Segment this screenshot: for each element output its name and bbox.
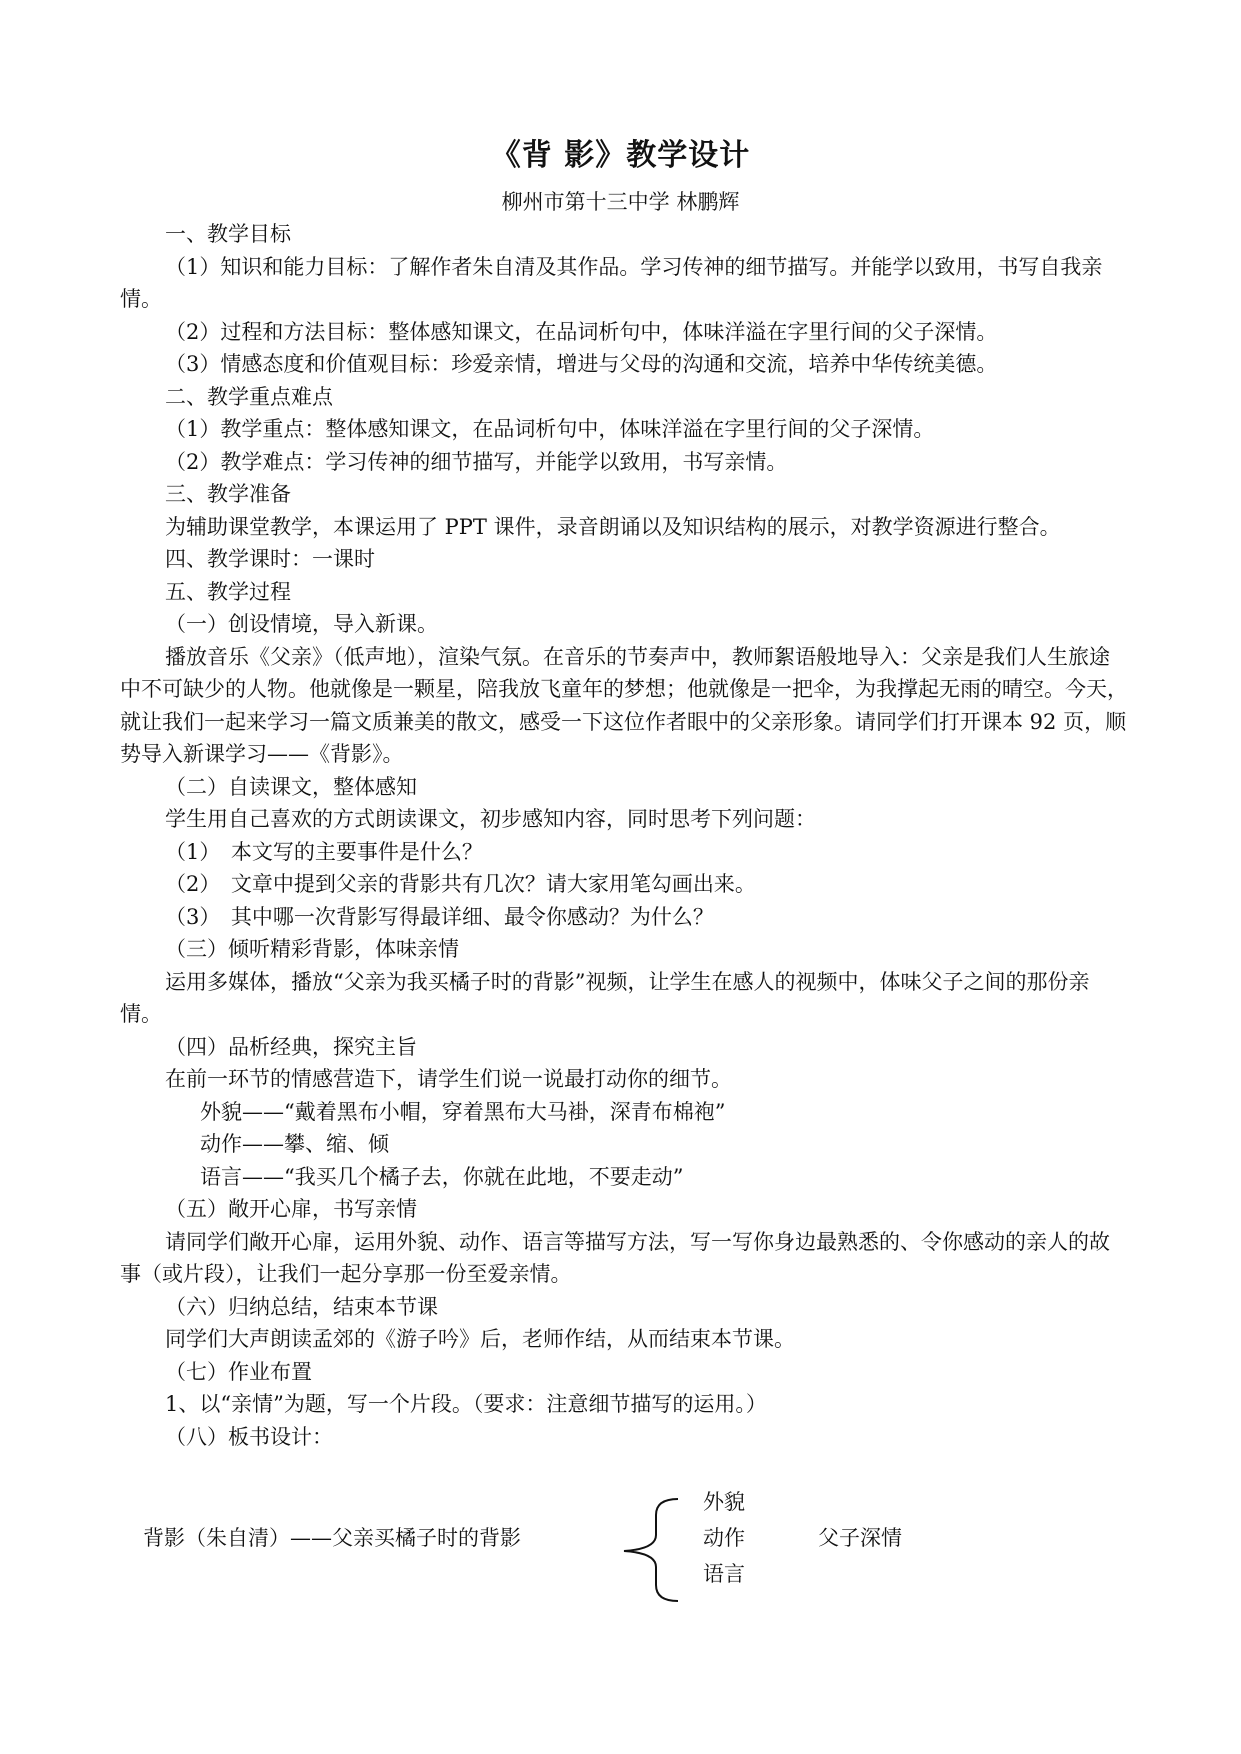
paragraph: （2）教学难点：学习传神的细节描写，并能学以致用，书写亲情。	[165, 449, 788, 474]
paragraph: 三、教学准备	[165, 482, 291, 506]
paragraph: 同学们大声朗读孟郊的《游子吟》后，老师作结，从而结束本节课。	[165, 1327, 795, 1351]
board-item-appearance: 外貌	[703, 1490, 745, 1514]
paragraph: 运用多媒体，播放“父亲为我买橘子时的背影”视频，让学生在感人的视频中，体味父子之间的那份亲情。	[120, 969, 1090, 1026]
document-title: 《背 影》教学设计	[490, 138, 751, 173]
paragraph: 请同学们敞开心扉，运用外貌、动作、语言等描写方法，写一写你身边最熟悉的、令你感动的亲人的故事（或片段），让我们一起分享那一份至爱亲情。	[120, 1229, 1110, 1286]
paragraph: （六）归纳总结，结束本节课	[165, 1294, 438, 1319]
paragraph: （五）敞开心扉，书写亲情	[165, 1197, 417, 1221]
brace-icon	[610, 1495, 680, 1605]
paragraph: （3）情感态度和价值观目标：珍爱亲情，增进与父母的沟通和交流，培养中华传统美德。	[165, 352, 998, 376]
paragraph: （一）创设情境，导入新课。	[165, 612, 438, 636]
paragraph: 为辅助课堂教学，本课运用了 PPT 课件，录音朗诵以及知识结构的展示，对教学资源进行整合。	[165, 514, 1061, 539]
paragraph: （四）品析经典，探究主旨	[165, 1034, 417, 1059]
paragraph: 在前一环节的情感营造下，请学生们说一说最打动你的细节。	[165, 1067, 732, 1091]
paragraph: （1）教学重点：整体感知课文，在品词析句中，体味洋溢在字里行间的父子深情。	[165, 417, 935, 441]
paragraph: （三）倾听精彩背影，体味亲情	[165, 937, 459, 961]
author-line: 柳州市第十三中学 林鹏辉	[501, 190, 740, 214]
paragraph: 一、教学目标	[165, 222, 291, 246]
paragraph: （七）作业布置	[165, 1359, 312, 1384]
paragraph: 二、教学重点难点	[165, 384, 333, 409]
paragraph: 外貌——“戴着黑布小帽，穿着黑布大马褂，深青布棉袍”	[200, 1099, 726, 1124]
board-theme: 父子深情	[818, 1526, 902, 1550]
paragraph: 学生用自己喜欢的方式朗读课文，初步感知内容，同时思考下列问题：	[165, 807, 816, 831]
paragraph: （2）过程和方法目标：整体感知课文，在品词析句中，体味洋溢在字里行间的父子深情。	[165, 319, 998, 344]
paragraph: （1） 本文写的主要事件是什么？	[165, 839, 483, 864]
board-item-action: 动作	[703, 1526, 745, 1550]
paragraph: 1、以“亲情”为题，写一个片段。（要求：注意细节描写的运用。）	[165, 1392, 767, 1416]
board-main-line: 背影（朱自清）——父亲买橘子时的背影	[143, 1526, 521, 1550]
paragraph: 四、教学课时：一课时	[165, 547, 375, 571]
paragraph: （3） 其中哪一次背影写得最详细、最令你感动？为什么？	[165, 904, 714, 929]
paragraph: 动作——攀、缩、倾	[200, 1132, 389, 1156]
paragraph: 五、教学过程	[165, 579, 291, 604]
paragraph: （2） 文章中提到父亲的背影共有几次？请大家用笔勾画出来。	[165, 872, 756, 896]
board-item-language: 语言	[703, 1562, 745, 1586]
paragraph: （八）板书设计：	[165, 1424, 333, 1449]
paragraph: （二）自读课文，整体感知	[165, 774, 417, 799]
paragraph: 播放音乐《父亲》（低声地），渲染气氛。在音乐的节奏声中，教师絮语般地导入：父亲是我们人生旅途中不可缺少的人物。他就像是一颗星，陪我放飞童年的梦想；他就像是一把伞，为我撑起无雨的晴空。今天，就让我们一起来学习一篇文质兼美的散文，感受一下这位作者眼中的父亲形象。请同学们打开课本 92 页，顺势导入新课学习——《背影》。	[120, 644, 1128, 766]
paragraph: 语言——“我买几个橘子去，你就在此地，不要走动”	[200, 1164, 684, 1189]
paragraph: （1）知识和能力目标：了解作者朱自清及其作品。学习传神的细节描写。并能学以致用，书写自我亲情。	[120, 254, 1103, 311]
